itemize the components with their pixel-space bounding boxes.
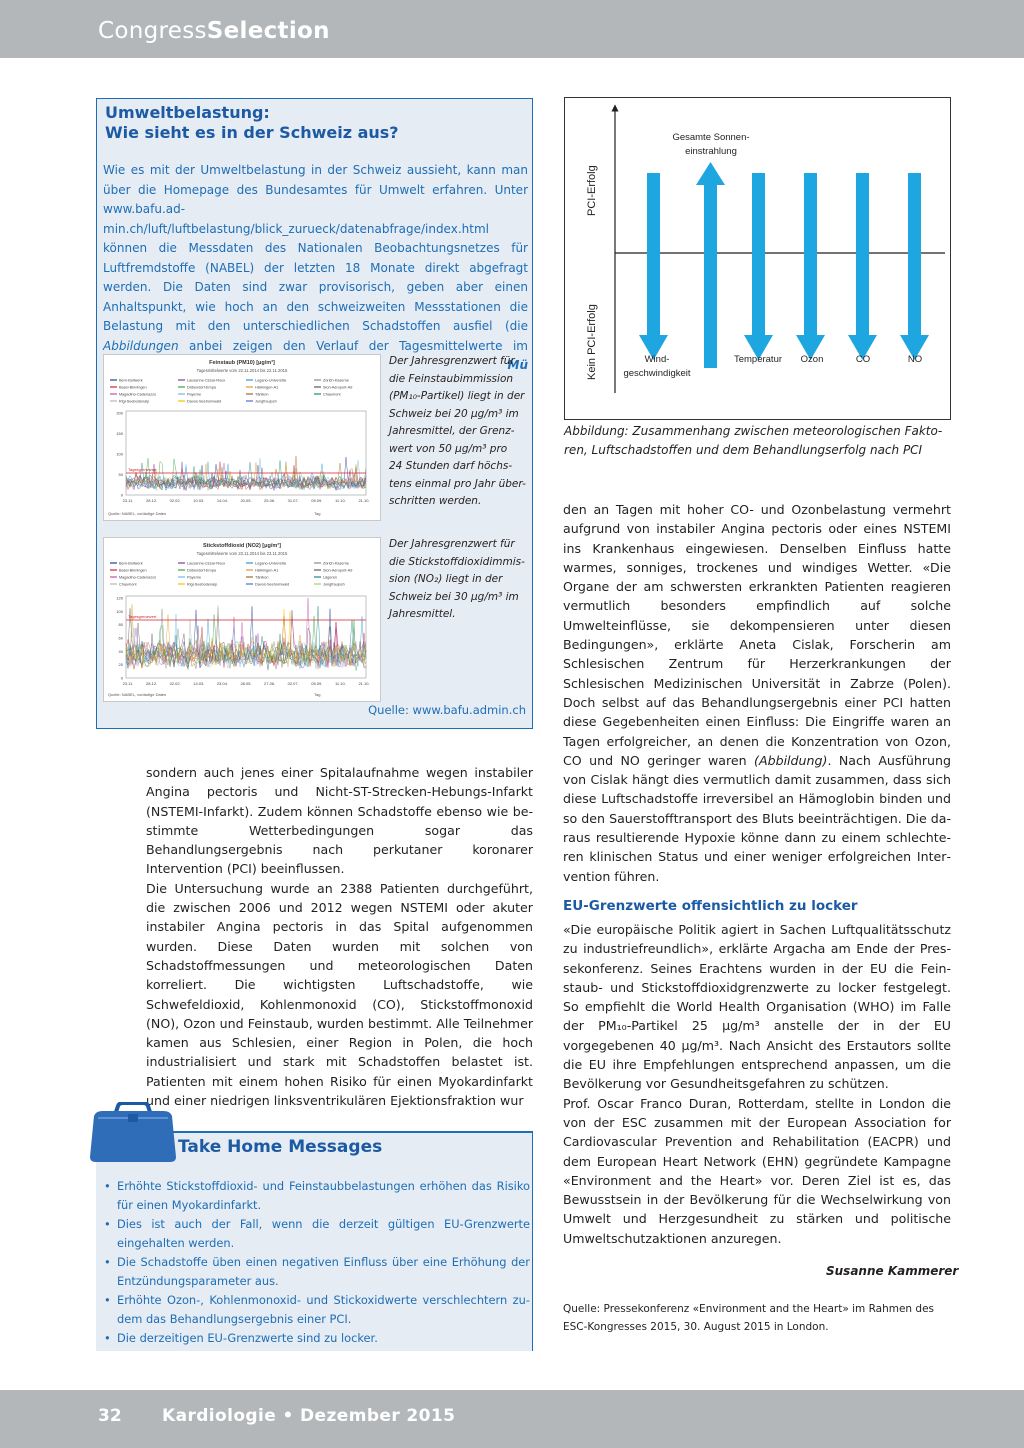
chart-subtitle: Tagesmittelwerte vom 22.11.2014 bis 22.11.2015 bbox=[196, 368, 288, 373]
x-tick-label: 02.02. bbox=[169, 681, 181, 686]
legend-label: Lugano-Università bbox=[255, 378, 286, 383]
legend-label: Tänikon bbox=[255, 575, 269, 580]
right-column-text-1 bbox=[563, 500, 951, 886]
list-item: • Erhöhte Stickstoffdioxid- und Feinstaubbelastungen erhöhen das Risiko für einen Myokardinfarkt. bbox=[102, 1177, 530, 1214]
chart-subtitle: Tagesmittelwerte vom 23.11.2014 bis 23.11.2015 bbox=[196, 551, 288, 556]
caption-line: Jahresmittel, der Grenz- bbox=[389, 425, 515, 437]
briefcase-icon bbox=[88, 1102, 178, 1164]
caption-line: sion (NO₂) liegt in der bbox=[389, 573, 503, 585]
x-tick-label: 05.09. bbox=[311, 681, 323, 686]
label-temperature: Temperatur bbox=[733, 354, 783, 365]
label-wind-2: geschwindigkeit bbox=[623, 368, 691, 379]
publication-brand: CongressSelection bbox=[98, 18, 330, 44]
label-no: NO bbox=[907, 354, 923, 365]
info-box-title: Umweltbelastung: Wie sieht es in der Schweiz aus? bbox=[105, 103, 399, 142]
arrow-down-co bbox=[848, 173, 877, 360]
caption-line: tens einmal pro Jahr über- bbox=[389, 477, 526, 490]
caption-line: die Stickstoffdioxidimmis- bbox=[389, 555, 525, 568]
caption-line: schritten werden. bbox=[389, 495, 482, 507]
x-tick-label: 23.04. bbox=[216, 681, 228, 686]
caption-line: Jahresmittel. bbox=[389, 608, 456, 620]
legend-label: Lugano-Università bbox=[255, 561, 286, 566]
pci-diagram bbox=[564, 97, 951, 420]
chart-x-ticks bbox=[123, 681, 370, 686]
legend-label: Payerne bbox=[187, 392, 202, 397]
label-wind: Wind- bbox=[644, 354, 670, 365]
y-tick-label: 0 bbox=[120, 492, 123, 498]
chart-xlabel: Tag bbox=[314, 511, 321, 516]
list-item: • Dies ist auch der Fall, wenn die derzeit gültigen EU-Grenzwerte eingehalten werden. bbox=[102, 1215, 530, 1252]
list-item: • Erhöhte Ozon-, Kohlenmonoxid- und Stickoxidwerte verschlechtern zudem das Behandlungsergebnis einer PCI. bbox=[102, 1291, 530, 1328]
chart-xlabel: Tag bbox=[314, 692, 321, 697]
x-tick-label: 11.10. bbox=[334, 498, 346, 503]
legend-label: Magadino-Cadenazzo bbox=[119, 392, 157, 397]
legend-label: Zürich-Kaserne bbox=[323, 378, 349, 383]
arrow-down-ozone bbox=[796, 173, 825, 360]
legend-label: Davos-Seehornwald bbox=[255, 582, 290, 587]
limit-label: Tagesgrenzwert bbox=[128, 467, 157, 472]
arrow-up-sunlight bbox=[696, 162, 725, 368]
caption-line: 24 Stunden darf höchs- bbox=[389, 460, 513, 472]
legend-label: Magadino-Cadenazzo bbox=[119, 575, 157, 580]
legend-label: Härkingen-A1 bbox=[255, 568, 279, 573]
x-tick-label: 28.12. bbox=[146, 681, 158, 686]
paragraph: «Die europäische Politik agiert in Sachen Luftqualitätsschutz zu industriefreundlich», erklärte Argacha am Ende der Pressekonferenz. Seines Erachtens wurden in der EU die Feinstaub- und Stickstoffdioxidgrenzwerte zu locker festgelegt. So empfiehlt die World Health Organisation (WHO) im Falle der PM₁₀-Partikel 25 μg/m³ anstelle der in der EU vorgegebenen 40 μg/m³. Nach Ansicht des Erstautors sollte die EU ihre Empfehlungen entsprechend anpassen, um die Bevölkerung vor Gesundheitsgefahren zu schützen. bbox=[563, 922, 951, 1092]
chart-title: Stickstoffdioxid (NO2) [μg/m³] bbox=[203, 543, 281, 549]
x-tick-label: 31.07. bbox=[287, 498, 299, 503]
legend-label: Lausanne-César-Roux bbox=[187, 561, 226, 566]
arrow-down-temperature bbox=[744, 173, 773, 360]
y-tick-label: 60 bbox=[118, 635, 123, 641]
paragraph: sondern auch jenes einer Spitalaufnahme wegen instabiler Angina pectoris und Nicht-ST-Strecken-Hebungs-Infarkt (NSTEMI-Infarkt). Zudem können Schadstoffe ebenso wie bestimmte Wetterbedingungen sogar das Behandlungsergebnis nach perkutaner koronarer Intervention (PCI) beeinflussen. bbox=[146, 765, 533, 877]
no2-caption bbox=[389, 536, 529, 624]
legend-label: Rigi-Seebodenalp bbox=[119, 399, 150, 404]
pci-diagram-svg bbox=[565, 98, 952, 421]
magazine-issue: Kardiologie • Dezember 2015 bbox=[162, 1406, 456, 1426]
no2-chart bbox=[103, 537, 381, 702]
x-tick-label: 28.12. bbox=[146, 498, 158, 503]
y-axis-top-label: PCI-Erfolg bbox=[586, 165, 598, 216]
caption-line: Der Jahresgrenzwert für bbox=[389, 538, 515, 550]
y-tick-label: 0 bbox=[120, 675, 123, 681]
legend-label: Payerne bbox=[187, 575, 202, 580]
section-heading: EU-Grenzwerte offensichtlich zu locker bbox=[563, 898, 858, 914]
limit-label: Tagesgrenzwert bbox=[128, 614, 157, 619]
chart-source: Quelle: NABEL, vorläufige Daten bbox=[108, 692, 167, 697]
caption-line: Schweiz bei 30 μg/m³ im bbox=[389, 590, 519, 603]
chart-y-ticks bbox=[116, 411, 123, 498]
caption-line: wert von 50 μg/m³ pro bbox=[389, 442, 508, 455]
legend-label: Jungfraujoch bbox=[323, 582, 345, 587]
page-number: 32 bbox=[98, 1406, 122, 1426]
chart-source: Quelle: NABEL, vorläufige Daten bbox=[108, 511, 167, 516]
legend-label: Davos-Seehornwald bbox=[187, 399, 222, 404]
pm10-chart bbox=[103, 354, 381, 521]
x-tick-label: 05.09. bbox=[311, 498, 323, 503]
left-column-text bbox=[146, 763, 533, 1110]
chart-y-ticks bbox=[116, 596, 123, 681]
legend-label: Dübendorf-Empa bbox=[187, 568, 216, 573]
y-tick-label: 100 bbox=[116, 608, 123, 614]
legend-label: Basel-Binningen bbox=[119, 568, 147, 573]
label-co: CO bbox=[855, 354, 871, 365]
arrow-down-wind bbox=[639, 173, 668, 360]
take-home-title: Take Home Messages bbox=[178, 1137, 383, 1157]
x-tick-label: 11.10. bbox=[334, 681, 346, 686]
author-name: Susanne Kammerer bbox=[826, 1264, 959, 1278]
list-item: • Die Schadstoffe üben einen negativen Einfluss über eine Erhöhung der Entzündungsparameter aus. bbox=[102, 1253, 530, 1290]
y-tick-label: 120 bbox=[116, 595, 123, 601]
figure-caption: Abbildung: Zusammenhang zwischen meteorologischen Faktoren, Luftschadstoffen und dem Behandlungserfolg nach PCI bbox=[564, 424, 943, 457]
arrow-down-no bbox=[900, 173, 929, 360]
take-home-box bbox=[96, 1131, 533, 1351]
x-tick-label: 23.11. bbox=[122, 681, 134, 686]
x-tick-label: 14.04. bbox=[216, 498, 228, 503]
legend-label: Bern-Bollwerk bbox=[119, 561, 143, 566]
label-sunlight-2: einstrahlung bbox=[685, 146, 737, 157]
x-tick-label: 25.06. bbox=[264, 498, 276, 503]
right-column-text-2 bbox=[563, 920, 951, 1248]
chart-x-ticks bbox=[123, 498, 370, 503]
pm10-caption bbox=[389, 353, 529, 511]
caption-line: (PM₁₀-Partikel) liegt in der bbox=[389, 390, 525, 402]
x-tick-label: 27.06. bbox=[264, 681, 276, 686]
label-ozone: Ozon bbox=[800, 354, 824, 365]
chart-title: Feinstaub (PM10) [μg/m³] bbox=[209, 360, 275, 366]
paragraph: den an Tagen mit hoher CO- und Ozonbelastung vermehrt aufgrund von instabiler Angina pectoris oder eines NSTEMI ins Krankenhaus eingewiesen. Denselben Einfluss hatte warmes, sonniges, trockenes und windiges Wetter. «Die Organe der am schwersten erkrankten Patienten reagieren vermutlich besonders empfindlich auf solche Umwelteinflüsse, sie dekompensieren unter diesen Bedingungen», erklärte Aneta Cislak, Forscherin am Schlesischen Zentrum für Herzerkrankungen der Schlesischen Medizinischen Universität in Zabrze (Polen). Doch selbst auf das Behandlungsergebnis einer PCI hatten diese Gegebenheiten einen Einfluss: Die Eingriffe waren an Tagen erfolgreicher, an denen die Konzentration von Ozon, CO und NO geringer waren (Abbildung). Nach Ausführung von Cislak hängt dies vermutlich damit zusammen, dass sich diese Luftschadstoffe irreversibel an Hämoglobin binden und so den Sauerstofftransport des Bluts beeinträchtigen. Die daraus resultierende Hypoxie könne dann zu einem schlechteren klinischen Status und einer weniger erfolgreichen Intervention führen. bbox=[563, 502, 952, 884]
y-tick-label: 150 bbox=[116, 431, 123, 436]
legend-label: Lägeren bbox=[323, 575, 337, 580]
article-source: Quelle: Pressekonferenz «Environment and the Heart» im Rahmen des ESC-Kongresses 2015, 30. August 2015 in London. bbox=[563, 1303, 935, 1333]
page-header bbox=[0, 0, 1024, 58]
caption-line: Der Jahresgrenzwert für bbox=[389, 355, 515, 367]
x-tick-label: 21.10. bbox=[358, 681, 370, 686]
y-tick-label: 100 bbox=[116, 451, 123, 457]
take-home-list bbox=[102, 1177, 530, 1349]
legend-label: Jungfraujoch bbox=[255, 399, 277, 404]
y-tick-label: 50 bbox=[118, 472, 123, 477]
legend-label: Tänikon bbox=[255, 392, 269, 397]
legend-label: Sion-Aéroport-A9 bbox=[323, 568, 353, 573]
x-tick-label: 10.03. bbox=[193, 498, 205, 503]
chart-legend bbox=[110, 562, 352, 587]
x-tick-label: 21.10. bbox=[358, 498, 370, 503]
paragraph: Die Untersuchung wurde an 2388 Patienten durchgeführt, die zwischen 2006 und 2012 wegen NSTEMI oder akuter instabiler Angina pectoris in das Spital aufgenommen wurden. Diese Daten wurden mit solchen von Schadstoffmessungen und meteorologischen Daten korreliert. Die wichtigsten Luftschadstoffe, wie Schwefeldioxid, Kohlenmonoxid (CO), Stickstoffmonoxid (NO), Ozon und Feinstaub, wurden bestimmt. Alle Teilnehmer kamen aus Schlesien, einer Region in Polen, die hoch industrialisiert und stark mit Schadstoffen belastet ist. Patienten mit einem hohen Risiko für einen Myokardinfarkt und einer niedrigen linksventrikulären Ejektionsfraktion wur bbox=[146, 880, 533, 1109]
info-box-source: Quelle: www.bafu.admin.ch bbox=[368, 703, 526, 717]
legend-label: Basel-Binningen bbox=[119, 385, 147, 390]
y-tick-label: 40 bbox=[118, 648, 123, 654]
paragraph: Prof. Oscar Franco Duran, Rotterdam, stellte in London die von der ESC zusammen mit der European Association for Cardiovascular Prevention and Rehabilitation (EACPR) und dem European Heart Network (EHN) gegründete Kampagne «Environment and the Heart» vor. Deren Ziel ist es, das Bewusstsein in der Bevölkerung für die Wechselwirkung von Umwelt und Herzgesundheit zu stärken und politische Umweltschutzaktionen anzuregen. bbox=[563, 1095, 951, 1246]
page-footer bbox=[0, 1390, 1024, 1448]
chart-series bbox=[126, 598, 366, 671]
x-tick-label: 20.05. bbox=[240, 498, 252, 503]
y-tick-label: 200 bbox=[116, 410, 123, 416]
info-box-intro: Wie es mit der Umweltbelastung in der Schweiz aussieht, kann man über die Homepage des Bundesamtes für Umwelt erfahren. Unter www.bafu.admin.ch/luft/luftbelastung/blick_zurueck/datenabfrage/index.html können die Messdaten des Nationalen Beobachtungsnetzes für Luftfremdstoffe (NABEL) der letzten 18 Monate direkt abgefragt werden. Die Daten sind zwar provisorisch, geben aber einen Anhaltspunkt, wie hoch an den schweizweiten Messstationen die Belastung mit den unterschiedlichen Schadstoffen ausfiel (die Abbildungen anbei zeigen den Verlauf der Tagesmittelwerte im Mü bbox=[103, 161, 528, 376]
x-tick-label: 02.07. bbox=[287, 681, 299, 686]
legend-label: Chaumont bbox=[323, 392, 341, 397]
label-sunlight: Gesamte Sonnen- bbox=[672, 132, 750, 143]
legend-label: Sion-Aéroport-A9 bbox=[323, 385, 353, 390]
x-tick-label: 02.02. bbox=[169, 498, 181, 503]
legend-label: Lausanne-César-Roux bbox=[187, 378, 226, 383]
no2-chart-svg bbox=[104, 538, 380, 701]
legend-label: Zürich-Kaserne bbox=[323, 561, 349, 566]
chart-legend bbox=[110, 379, 352, 404]
info-box-switzerland bbox=[96, 98, 533, 729]
legend-label: Härkingen-A1 bbox=[255, 385, 279, 390]
y-tick-label: 20 bbox=[118, 662, 123, 668]
y-tick-label: 80 bbox=[118, 622, 123, 628]
x-tick-label: 14.03. bbox=[193, 681, 205, 686]
x-tick-label: 28.05. bbox=[240, 681, 252, 686]
y-axis-bottom-label: Kein PCI-Erfolg bbox=[586, 304, 598, 380]
legend-label: Bern-Bollwerk bbox=[119, 378, 143, 383]
legend-label: Dübendorf-Empa bbox=[187, 385, 216, 390]
legend-label: Chaumont bbox=[119, 582, 137, 587]
caption-line: Schweiz bei 20 μg/m³ im bbox=[389, 407, 519, 420]
caption-line: die Feinstaubimmission bbox=[389, 372, 514, 385]
list-item: • Die derzeitigen EU-Grenzwerte sind zu locker. bbox=[102, 1329, 530, 1348]
legend-label: Rigi-Seebodenalp bbox=[187, 582, 218, 587]
info-box-signature: Mü bbox=[507, 358, 528, 372]
pm10-chart-svg bbox=[104, 355, 380, 520]
x-tick-label: 23.11. bbox=[122, 498, 134, 503]
